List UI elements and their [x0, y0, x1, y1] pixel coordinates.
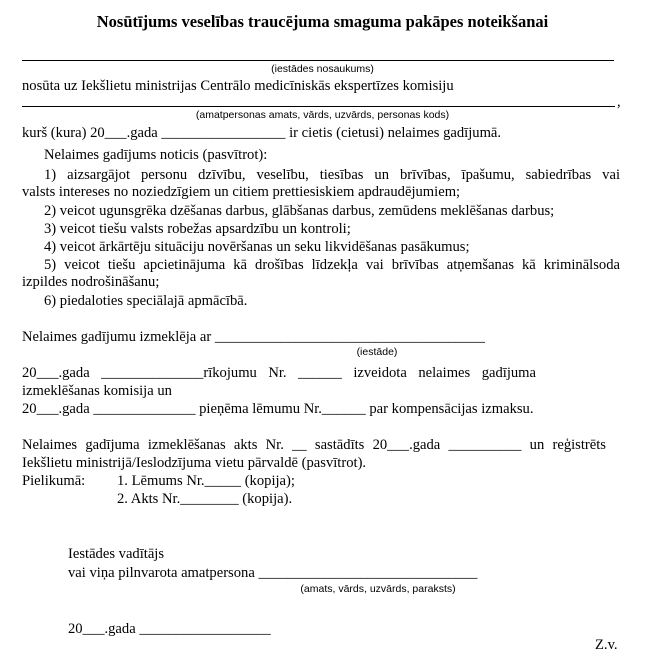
injured-line: kurš (kura) 20___.gada _________________ ir cietis (cietusi) nelaimes gadījumā. [22, 125, 502, 141]
item-2: 2) veicot ugunsgrēka dzēšanas darbus, glābšanas darbus, zemūdens meklēšanas darbus; [44, 203, 555, 219]
attachment-2: 2. Akts Nr.________ (kopija). [117, 491, 293, 507]
person-details-line [22, 106, 615, 107]
institution-caption: (iestādes nosaukums) [271, 63, 374, 75]
institution-name-line [22, 60, 614, 61]
order-line: 20___.gada ______________rīkojumu Nr. ______ izveidota nelaimes gadījuma [22, 365, 536, 381]
item-5-line-1: 5) veicot tiešu apcietinājuma kā drošības līdzekļa vai brīvības atņemšanas kā kriminālsoda [44, 257, 620, 273]
item-1-line-1: 1) aizsargājot personu dzīvību, veselību, tiesības un brīvības, īpašumu, sabiedrības vai [44, 167, 620, 183]
item-1-line-2: valsts intereses no noziedzīgiem un citiem prettiesiskiem apdraudējumiem; [22, 184, 461, 200]
date-line: 20___.gada __________________ [68, 621, 271, 637]
head-of-institution: Iestādes vadītājs [68, 546, 165, 562]
person-line-comma: , [617, 94, 621, 110]
attachment-1: 1. Lēmums Nr._____ (kopija); [117, 473, 295, 489]
item-6: 6) piedaloties speciālajā apmācībā. [44, 293, 248, 309]
item-3: 3) veicot tiešu valsts robežas apsardzību un kontroli; [44, 221, 351, 237]
seal-mark: Z.v. [595, 637, 618, 653]
document-title: Nosūtījums veselības traucējuma smaguma pakāpes noteikšanai [96, 12, 549, 31]
person-caption: (amatpersonas amats, vārds, uzvārds, personas kods) [195, 109, 450, 121]
item-4: 4) veicot ārkārtēju situāciju novēršanas un seku likvidēšanas pasākumus; [44, 239, 470, 255]
attachment-label: Pielikumā: [22, 473, 86, 489]
iestade-caption: (iestāde) [356, 346, 398, 358]
sent-to-line: nosūta uz Iekšlietu ministrijas Centrālo medicīniskās ekspertīzes komisiju [22, 78, 454, 94]
commission-line: izmeklēšanas komisija un [22, 383, 172, 399]
act-line-2: Iekšlietu ministrijā/Ieslodzījuma vietu pārvaldē (pasvītrot). [22, 455, 367, 471]
item-5-line-2: izpildes nodrošināšanu; [22, 274, 160, 290]
act-line-1: Nelaimes gadījuma izmeklēšanas akts Nr. __ sastādīts 20___.gada __________ un reģistrēts [22, 437, 606, 453]
decision-line: 20___.gada ______________ pieņēma lēmumu Nr.______ par kompensācijas izmaksu. [22, 401, 534, 417]
signature-caption: (amats, vārds, uzvārds, paraksts) [300, 583, 456, 595]
occurred-intro: Nelaimes gadījums noticis (pasvītrot): [44, 147, 268, 163]
authorized-official-line: vai viņa pilnvarota amatpersona ______________________________ [68, 565, 478, 581]
investigated-by-line: Nelaimes gadījumu izmeklēja ar _____________________________________ [22, 329, 485, 345]
